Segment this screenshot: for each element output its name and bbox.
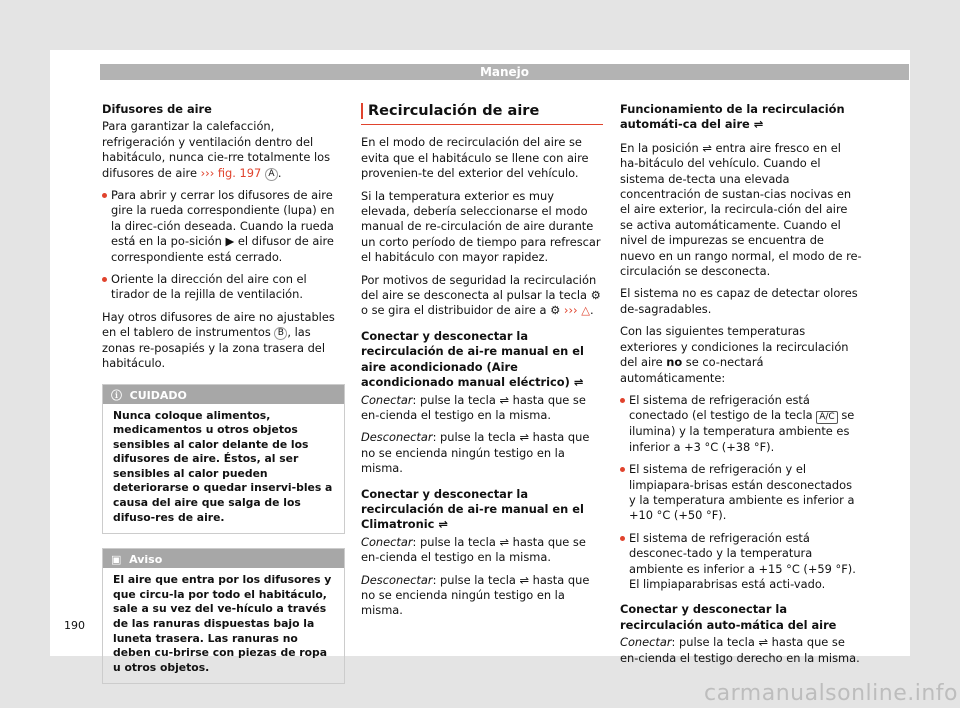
watermark: carmanualsonline.info bbox=[704, 681, 958, 706]
ac-key: A/C bbox=[816, 411, 837, 424]
auto-recirculation-icon: ⇌ bbox=[702, 140, 712, 155]
page-header: Manejo bbox=[100, 64, 909, 80]
recirculation-icon: ⇌ bbox=[573, 375, 584, 390]
max-defrost-icon: ⚙ bbox=[590, 288, 601, 303]
triangle-right-icon: ▶ bbox=[225, 234, 235, 249]
paragraph: Conectar: pulse la tecla ⇌ hasta que se en-cienda el testigo en la misma. bbox=[361, 392, 586, 422]
subheading: Funcionamiento de la recirculación automáti-ca del aire ⇌ bbox=[620, 102, 845, 132]
label-b: B bbox=[274, 327, 287, 340]
label-a: A bbox=[265, 168, 278, 181]
paragraph: Con las siguientes temperaturas exteriores y condiciones la recirculación del aire no se co-nectará automáticamente: bbox=[620, 324, 849, 385]
column-right bbox=[620, 102, 862, 673]
bullet-item: El sistema de refrigeración está conectado (el testigo de la tecla A/C se ilumina) y la temperatura ambiente es inferior a +3 °C (+38 °F). bbox=[620, 393, 862, 455]
info-icon: ⓘ bbox=[111, 388, 122, 402]
paragraph: El sistema no es capaz de detectar olores de-sagradables. bbox=[620, 286, 858, 316]
subheading: Conectar y desconectar la recirculación de ai-re manual en el aire acondicionado (Aire acondicionado manual eléctrico) ⇌ bbox=[361, 328, 584, 390]
subheading: Conectar y desconectar la recirculación auto-mática del aire bbox=[620, 602, 837, 632]
section-heading: Difusores de aire bbox=[102, 102, 212, 116]
recirculation-icon: ⇌ bbox=[499, 392, 510, 407]
page-number: 190 bbox=[64, 619, 85, 632]
auto-recirculation-icon: ⇌ bbox=[758, 635, 769, 650]
bullet-item: El sistema de refrigeración está desconec-tado y la temperatura ambiente es inferior a +15 °C (+59 °F). El limpiaparabrisas está acti-vado. bbox=[620, 531, 862, 593]
figure-link[interactable]: ››› fig. 197 bbox=[200, 165, 262, 180]
caution-header: ⓘ CUIDADO bbox=[103, 385, 344, 404]
section-title: Recirculación de aire bbox=[361, 98, 603, 125]
paragraph: Hay otros difusores de aire no ajustables en el tablero de instrumentos B , las zonas re-posapiés y la zona trasera del habitáculo. bbox=[102, 309, 335, 371]
column-left bbox=[102, 102, 345, 684]
column-middle bbox=[361, 98, 603, 626]
manual-page bbox=[50, 50, 910, 674]
paragraph: Si la temperatura exterior es muy elevada, debería seleccionarse el modo manual de re-circulación de aire durante un corto período de tiempo para refrescar el habitáculo con mayor rapidez. bbox=[361, 188, 601, 265]
note-header: ▣ Aviso bbox=[103, 549, 344, 568]
recirculation-icon: ⇌ bbox=[519, 430, 530, 445]
note-icon: ▣ bbox=[111, 553, 122, 567]
note-text: El aire que entra por los difusores y que circu-la por todo el habitáculo, sale a su vez del ve-hículo a través de las ranuras dispuestas bajo la luneta trasera. Las ranuras no deben cu-brirse con piezas de ropa u otros objetos. bbox=[113, 573, 332, 674]
paragraph: Desconectar: pulse la tecla ⇌ hasta que no se encienda ningún testigo en la misma. bbox=[361, 572, 590, 618]
paragraph: Conectar: pulse la tecla ⇌ hasta que se en-cienda el testigo en la misma. bbox=[361, 534, 586, 565]
paragraph: Para garantizar la calefacción, refrigeración y ventilación dentro del habitáculo, nunca cie-rre totalmente los difusores de aire ››› fig. 197 A . bbox=[102, 119, 331, 180]
auto-recirculation-icon: ⇌ bbox=[438, 517, 448, 532]
caution-text: Nunca coloque alimentos, medicamentos u otros objetos sensibles al calor delante de los difusores de aire. Éstos, al ser sensibles al calor pueden deteriorarse o quedar inservi-bles a causa del aire que salga de los difuso-res de aire. bbox=[113, 408, 333, 524]
subheading: Conectar y desconectar la recirculación de ai-re manual en el Climatronic ⇌ bbox=[361, 486, 584, 532]
paragraph: Desconectar: pulse la tecla ⇌ hasta que no se encienda ningún testigo en la misma. bbox=[361, 430, 590, 476]
defrost-icon: ⚙ bbox=[550, 303, 561, 318]
bullet-item: Para abrir y cerrar los difusores de aire gire la rueda correspondiente (lupa) en la direc-ción deseada. Cuando la rueda está en la po-sición ▶ el difusor de aire correspondiente está cerrado. bbox=[102, 188, 345, 265]
paragraph: En la posición ⇌ entra aire fresco en el ha-bitáculo del vehículo. Cuando el sistema de-tecta una elevada concentración de sustan-cias nocivas en el aire exterior, la recircula-ción del aire se activa automáticamente. Cuando el nivel de impurezas se encuentra de nuevo en un rango normal, el modo de re-circulación se desconecta. bbox=[620, 140, 862, 279]
paragraph: Conectar: pulse la tecla ⇌ hasta que se en-cienda el testigo derecho en la misma. bbox=[620, 635, 860, 665]
paragraph: Por motivos de seguridad la recirculación del aire se desconecta al pulsar la tecla ⚙ o se gira el distribuidor de aire a ⚙ ››› △. bbox=[361, 272, 601, 318]
arrows-link[interactable]: ››› bbox=[563, 303, 578, 318]
auto-recirculation-icon: ⇌ bbox=[499, 534, 510, 549]
warning-icon: △ bbox=[581, 303, 590, 318]
bullet-item: Oriente la dirección del aire con el tirador de la rejilla de ventilación. bbox=[102, 272, 345, 303]
caution-box bbox=[102, 384, 345, 535]
auto-recirculation-icon: ⇌ bbox=[753, 117, 764, 132]
bullet-item: El sistema de refrigeración y el limpiapara-brisas están desconectados y la temperatura ambiente es inferior a +10 °C (+50 °F). bbox=[620, 462, 862, 524]
auto-recirculation-icon: ⇌ bbox=[519, 572, 530, 587]
note-box bbox=[102, 548, 345, 684]
paragraph: En el modo de recirculación del aire se evita que el habitáculo se llene con aire provenien-te del exterior del vehículo. bbox=[361, 135, 589, 181]
